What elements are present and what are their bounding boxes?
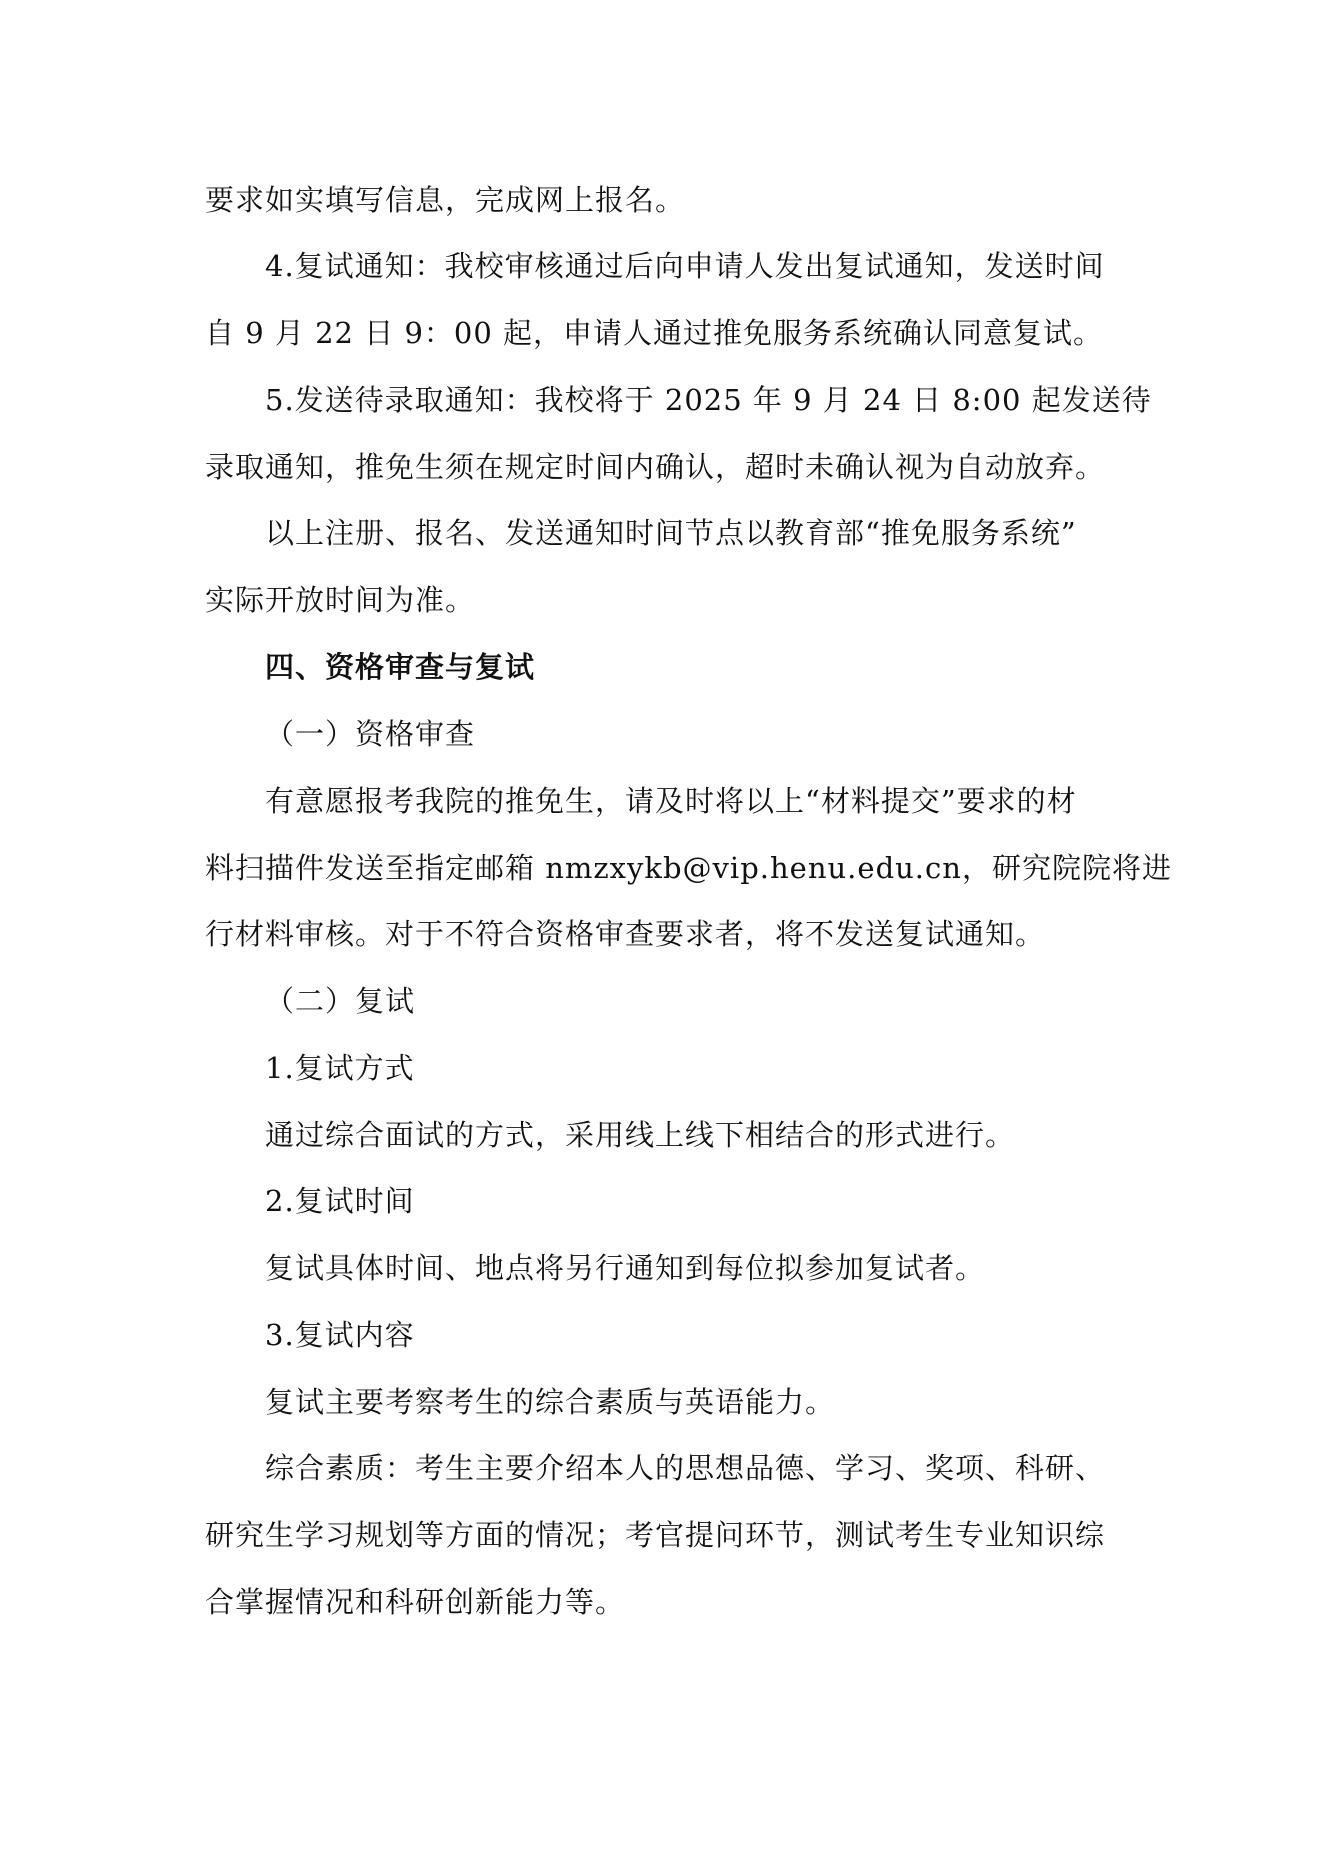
item-heading: 2.复试时间 xyxy=(265,1184,415,1218)
paragraph-line: 自 9 月 22 日 9：00 起，申请人通过推免服务系统确认同意复试。 xyxy=(205,316,1104,350)
item-heading: 3.复试内容 xyxy=(265,1318,415,1352)
paragraph-line: 录取通知，推免生须在规定时间内确认，超时未确认视为自动放弃。 xyxy=(205,450,1106,484)
paragraph-line: 5.发送待录取通知：我校将于 2025 年 9 月 24 日 8:00 起发送待 xyxy=(265,383,1152,417)
paragraph-line: 要求如实填写信息，完成网上报名。 xyxy=(205,183,686,217)
paragraph-line: 综合素质：考生主要介绍本人的思想品德、学习、奖项、科研、 xyxy=(265,1451,1106,1485)
paragraph-line: 有意愿报考我院的推免生，请及时将以上“材料提交”要求的材 xyxy=(265,784,1077,818)
paragraph-line: 实际开放时间为准。 xyxy=(205,583,476,617)
paragraph-line: 料扫描件发送至指定邮箱 nmzxykb@vip.henu.edu.cn，研究院院将进 xyxy=(205,851,1172,885)
subsection-heading: （一）资格审查 xyxy=(265,717,476,751)
paragraph-line: 复试具体时间、地点将另行通知到每位拟参加复试者。 xyxy=(265,1251,986,1285)
paragraph-line: 以上注册、报名、发送通知时间节点以教育部“推免服务系统” xyxy=(265,516,1077,550)
subsection-heading: （二）复试 xyxy=(265,984,416,1018)
paragraph-line: 通过综合面试的方式，采用线上线下相结合的形式进行。 xyxy=(265,1118,1016,1152)
section-heading: 四、资格审查与复试 xyxy=(265,650,536,684)
paragraph-line: 复试主要考察考生的综合素质与英语能力。 xyxy=(265,1385,836,1419)
item-heading: 1.复试方式 xyxy=(265,1051,415,1085)
paragraph-line: 行材料审核。对于不符合资格审查要求者，将不发送复试通知。 xyxy=(205,917,1046,951)
paragraph-line: 研究生学习规划等方面的情况；考官提问环节，测试考生专业知识综 xyxy=(205,1518,1106,1552)
paragraph-line: 合掌握情况和科研创新能力等。 xyxy=(205,1585,626,1619)
paragraph-line: 4.复试通知：我校审核通过后向申请人发出复试通知，发送时间 xyxy=(265,249,1105,283)
